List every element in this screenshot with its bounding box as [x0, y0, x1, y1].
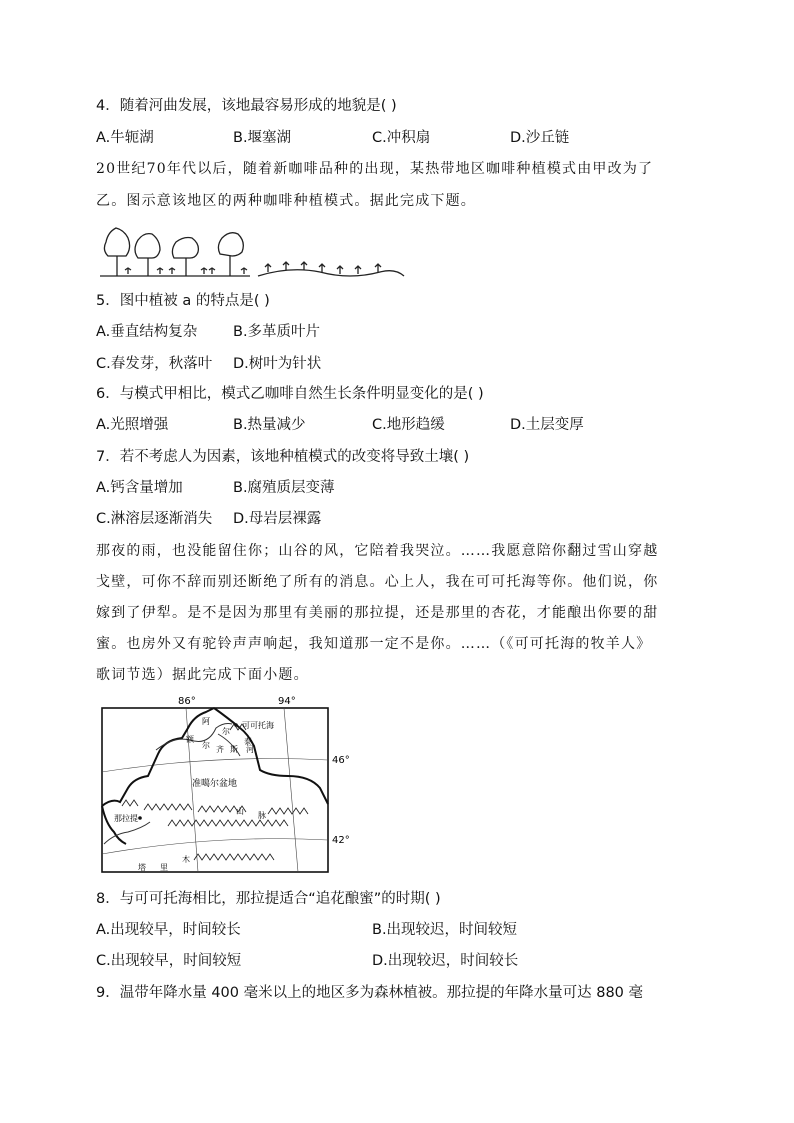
label-irtysh-3: 齐 — [216, 745, 224, 754]
q8-stem: 8．与可可托海相比，那拉提适合“追花酿蜜”的时期( ) — [96, 891, 441, 907]
q4-option-b: B.堰塞湖 — [233, 130, 292, 146]
label-basin: 准噶尔盆地 — [192, 779, 238, 789]
q6-stem: 6．与模式甲相比，模式乙咖啡自然生长条件明显变化的是( ) — [96, 386, 484, 402]
label-tarim-3: 木 — [182, 855, 190, 864]
q7-stem: 7．若不考虑人为因素，该地种植模式的改变将导致土壤( ) — [96, 449, 470, 465]
q8-option-d: D.出现较迟，时间较长 — [372, 953, 519, 969]
label-altay-3: 泰 — [244, 737, 252, 746]
q5-option-b: B.多革质叶片 — [233, 324, 321, 340]
map-frame — [102, 708, 328, 872]
label-irtysh-1: 额 — [186, 735, 194, 744]
map-lon-86: 86° — [178, 696, 196, 707]
label-mountain-2: 脉 — [258, 811, 266, 820]
q7-option-c: C.淋溶层逐渐消失 — [96, 511, 213, 527]
q4-stem: 4．随着河曲发展，该地最容易形成的地貌是( ) — [96, 98, 397, 114]
q7-option-d: D.母岩层裸露 — [233, 511, 322, 527]
q6-option-c: C.地形趋缓 — [372, 417, 445, 433]
q5-option-a: A.垂直结构复杂 — [96, 324, 198, 340]
xinjiang-map — [98, 694, 360, 878]
q4-option-d: D.沙丘链 — [510, 130, 570, 146]
q7-option-a: A.钙含量增加 — [96, 480, 183, 496]
passage2-line1: 那夜的雨，也没能留住你；山谷的风，它陪着我哭泣。……我愿意陪你翻过雪山穿越 — [96, 543, 659, 559]
label-irtysh-2: 尔 — [202, 741, 210, 750]
label-river: 河 — [246, 745, 254, 754]
q6-option-d: D.土层变厚 — [510, 417, 584, 433]
label-keketuohai: 可可托海 — [242, 721, 274, 730]
label-tarim-2: 里 — [160, 863, 168, 872]
q9-stem: 9．温带年降水量 400 毫米以上的地区多为森林植被。那拉提的年降水量可达 880 毫 — [96, 985, 644, 1001]
q5-stem: 5．图中植被 a 的特点是( ) — [96, 293, 270, 309]
label-altay-2: 尔 — [222, 727, 230, 736]
q5-option-d: D.树叶为针状 — [233, 356, 322, 372]
passage2-line3: 嫁到了伊犁。是不是因为那里有美丽的那拉提，还是那里的杏花，才能酿出你要的甜 — [96, 605, 659, 621]
q8-option-c: C.出现较早，时间较短 — [96, 953, 242, 969]
passage1-line1: 20世纪70年代以后，随着新咖啡品种的出现，某热带地区咖啡种植模式由甲改为了 — [96, 161, 654, 177]
q4-option-c: C.冲积扇 — [372, 130, 431, 146]
label-mountain-1: 山 — [236, 807, 244, 816]
q6-option-a: A.光照增强 — [96, 417, 169, 433]
q7-option-b: B.腐殖质层变薄 — [233, 480, 335, 496]
q4-option-a: A.牛轭湖 — [96, 130, 154, 146]
q8-option-b: B.出现较迟，时间较短 — [372, 922, 518, 938]
q6-option-b: B.热量减少 — [233, 417, 306, 433]
nalati-point — [138, 816, 142, 820]
coffee-planting-figure — [100, 224, 405, 280]
map-lon-94: 94° — [278, 696, 296, 707]
passage2-line2: 戈壁，可你不辞而别还断绝了所有的消息。心上人，我在可可托海等你。他们说，你 — [96, 574, 659, 590]
label-irtysh-4: 斯 — [230, 745, 238, 754]
q5-option-c: C.春发芽，秋落叶 — [96, 356, 213, 372]
map-lat-46: 46° — [332, 755, 350, 766]
q8-option-a: A.出现较早，时间较长 — [96, 922, 241, 938]
passage2-line5: 歌词节选）据此完成下面小题。 — [96, 667, 309, 683]
label-nalati: 那拉提 — [114, 814, 138, 823]
keketuohai-point — [234, 723, 238, 727]
passage1-line2: 乙。图示意该地区的两种咖啡种植模式。据此完成下题。 — [96, 193, 476, 209]
label-altay-1: 阿 — [202, 717, 210, 726]
passage2-line4: 蜜。也房外又有驼铃声声响起，我知道那一定不是你。……（《可可托海的牧羊人》 — [96, 636, 652, 652]
label-tarim-1: 塔 — [138, 863, 146, 872]
map-lat-42: 42° — [332, 835, 350, 846]
